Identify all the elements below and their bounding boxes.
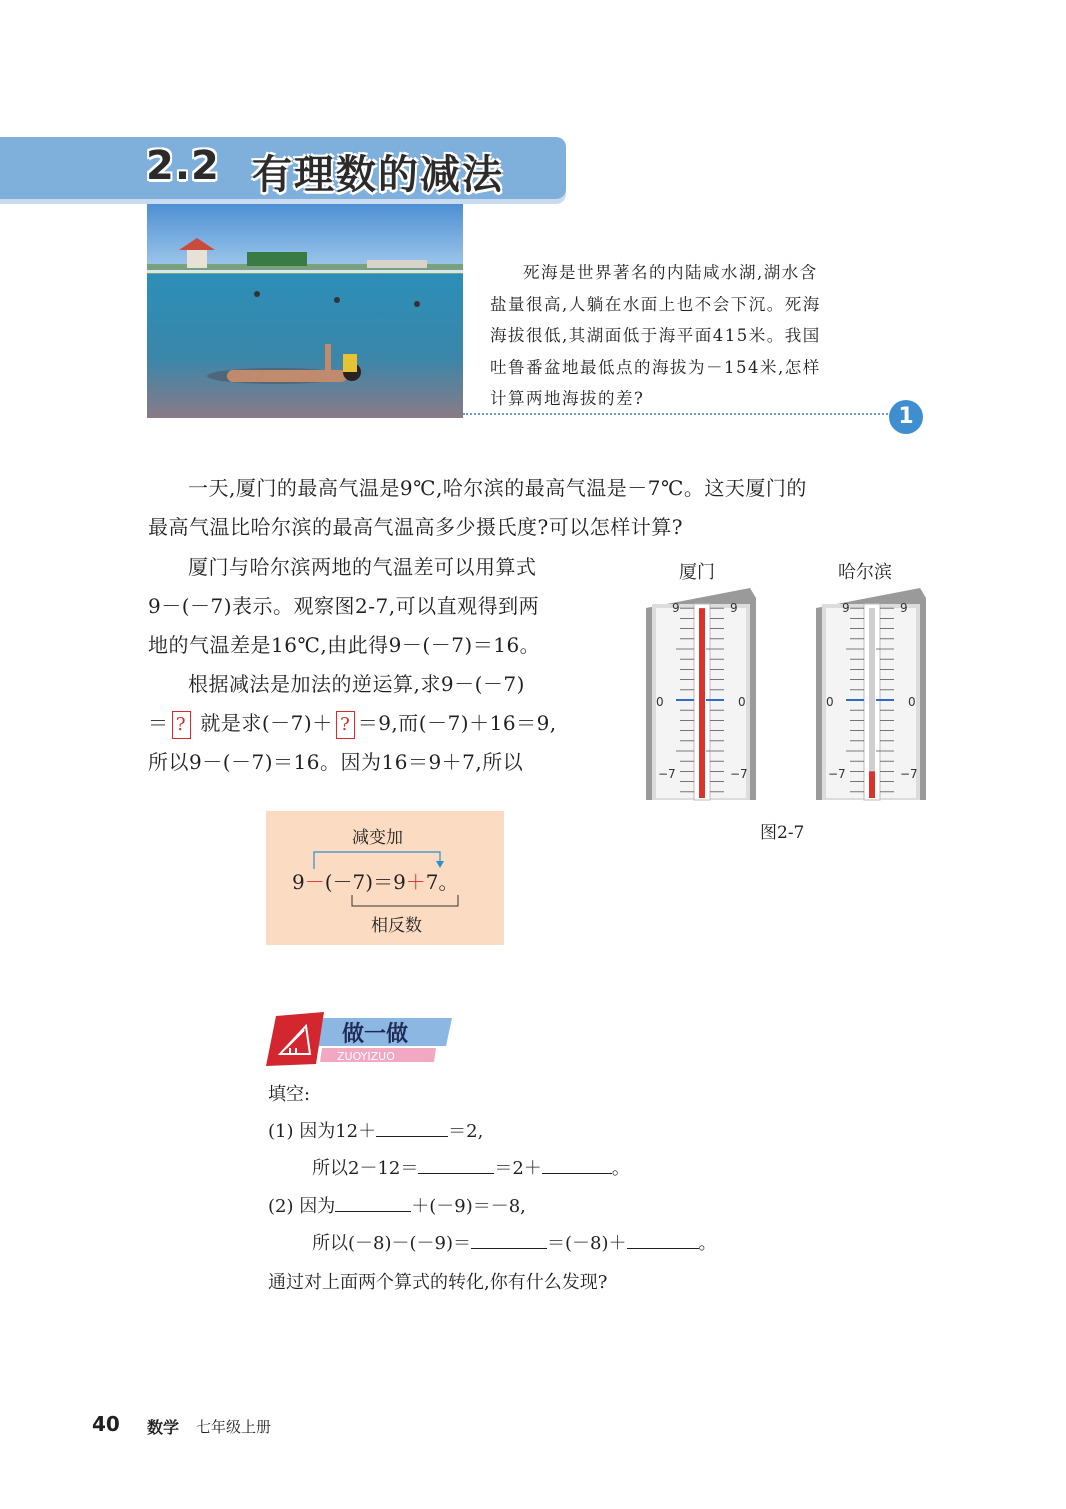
text-fragment: 就是求(－7)＋ — [200, 711, 333, 735]
section-badge: 1 — [889, 400, 923, 434]
section-title: 有理数的减法 — [252, 152, 504, 198]
xiamen-tick-9-right: 9 — [730, 601, 738, 615]
text-line: 所以9－(－7)＝16。因为16＝9＋7,所以 — [148, 750, 524, 774]
page-number: 40 — [92, 1412, 120, 1436]
formula-part: 9 — [292, 870, 305, 894]
formula-top-label: 减变加 — [352, 828, 403, 848]
dead-sea-photo — [147, 204, 463, 418]
xiamen-tick-0-left: 0 — [656, 695, 664, 709]
plus-sign: ＋ — [405, 870, 426, 894]
question-box: ? — [172, 711, 191, 739]
text-fragment: ＋(－9)＝－8, — [411, 1196, 526, 1217]
text-line: 最高气温比哈尔滨的最高气温高多少摄氏度?可以怎样计算? — [148, 515, 683, 539]
formula-expression — [292, 866, 459, 895]
text-fragment: ＝2＋ — [494, 1158, 542, 1179]
harbin-tick-0-right: 0 — [908, 695, 916, 709]
section-number: 2.2 — [146, 143, 220, 189]
figure-caption: 图2-7 — [760, 823, 805, 843]
answer-blank[interactable] — [627, 1228, 699, 1249]
formula-box — [266, 811, 504, 945]
dotted-divider — [463, 413, 896, 415]
answer-blank[interactable] — [418, 1153, 494, 1174]
harbin-tick-0-left: 0 — [826, 695, 834, 709]
answer-blank[interactable] — [376, 1116, 448, 1137]
text-line: 厦门与哈尔滨两地的气温差可以用算式 — [188, 555, 537, 579]
exercise-number: (1) — [268, 1121, 294, 1142]
text-fragment: 。 — [611, 1158, 630, 1179]
answer-blank[interactable] — [335, 1191, 411, 1212]
harbin-label: 哈尔滨 — [838, 562, 892, 583]
intro-line: 吐鲁番盆地最低点的海拔为－154米,怎样 — [490, 357, 821, 377]
text-line: 9－(－7)表示。观察图2-7,可以直观得到两 — [148, 594, 540, 618]
answer-blank[interactable] — [542, 1153, 612, 1174]
footer-subject: 数学 — [147, 1418, 180, 1437]
xiamen-tick-9-left: 9 — [672, 601, 680, 615]
doit-label: 做一做 — [342, 1022, 409, 1047]
intro-line: 计算两地海拔的差? — [490, 389, 645, 408]
text-fragment: 因为 — [299, 1196, 336, 1217]
question-box: ? — [336, 711, 355, 739]
footer-grade: 七年级上册 — [196, 1418, 272, 1436]
text-fragment: 。 — [698, 1233, 717, 1254]
exercise-2-line1 — [268, 1188, 526, 1225]
xiamen-mercury — [699, 608, 705, 798]
harbin-tick-minus7-left: −7 — [828, 767, 846, 781]
text-fragment: ＝ — [148, 711, 169, 735]
harbin-tick-minus7-right: −7 — [900, 767, 918, 781]
thermometer-figure — [640, 588, 940, 804]
xiamen-tick-minus7-left: −7 — [658, 767, 676, 781]
intro-line: 海拔很低,其湖面低于海平面415米。我国 — [490, 326, 821, 345]
text-line: 一天,厦门的最高气温是9℃,哈尔滨的最高气温是－7℃。这天厦门的 — [188, 476, 807, 500]
text-fragment: 因为12＋ — [299, 1121, 377, 1142]
minus-sign: － — [304, 870, 325, 894]
xiamen-tick-minus7-right: −7 — [730, 767, 748, 781]
formula-part: 7。 — [425, 870, 459, 894]
formula-part: (－7)＝9 — [324, 870, 406, 894]
intro-text — [490, 257, 890, 415]
text-line: 地的气温差是16℃,由此得9－(－7)＝16。 — [148, 633, 541, 657]
intro-line: 死海是世界著名的内陆咸水湖,湖水含 — [523, 263, 818, 282]
harbin-tick-9-left: 9 — [842, 601, 850, 615]
text-fragment: ＝9,而(－7)＋16＝9, — [357, 711, 557, 735]
exercise-prompt: 填空: — [268, 1084, 311, 1105]
text-fragment: 所以2－12＝ — [312, 1158, 419, 1179]
answer-blank[interactable] — [471, 1228, 547, 1249]
formula-bottom-label: 相反数 — [371, 916, 422, 936]
exercise-number: (2) — [268, 1196, 294, 1217]
text-fragment: 所以(－8)－(－9)＝ — [312, 1233, 471, 1254]
harbin-mercury — [869, 771, 875, 798]
doit-sublabel: ZUOYIZUO — [337, 1050, 395, 1063]
text-line — [148, 704, 618, 743]
text-line: 根据减法是加法的逆运算,求9－(－7) — [188, 672, 525, 696]
intro-line: 盐量很高,人躺在水面上也不会下沉。死海 — [490, 294, 821, 314]
paragraph-explanation — [148, 548, 618, 782]
text-fragment: ＝(－8)＋ — [547, 1233, 627, 1254]
paragraph-question — [148, 469, 928, 547]
exercise-1-line2 — [312, 1150, 630, 1187]
harbin-tick-9-right: 9 — [900, 601, 908, 615]
xiamen-tick-0-right: 0 — [738, 695, 746, 709]
xiamen-label: 厦门 — [679, 562, 715, 583]
exercise-closing: 通过对上面两个算式的转化,你有什么发现? — [268, 1272, 608, 1293]
exercise-1-line1 — [268, 1113, 483, 1150]
exercise-2-line2 — [312, 1225, 717, 1262]
text-fragment: ＝2, — [448, 1121, 484, 1142]
